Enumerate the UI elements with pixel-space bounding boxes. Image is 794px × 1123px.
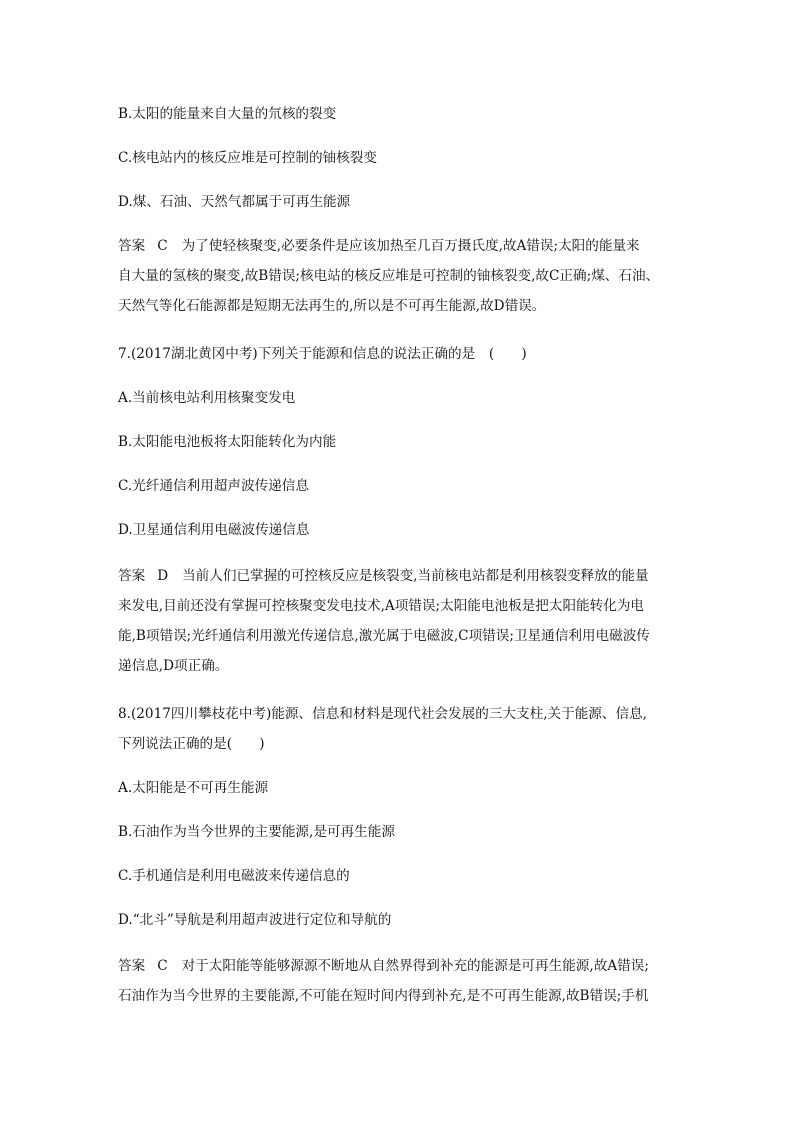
q8-option-b: B.石油作为当今世界的主要能源,是可再生能源 [118, 824, 395, 840]
answer-text-line: 天然气等化石能源都是短期无法再生的,所以是不可再生能源,故D错误。 [118, 298, 546, 314]
option-c: C.核电站内的核反应堆是可控制的铀核裂变 [118, 150, 377, 166]
q8-answer-first-line [118, 956, 688, 976]
q8-option-c: C.手机通信是利用电磁波来传递信息的 [118, 868, 350, 884]
answer-letter: D [157, 568, 169, 584]
q7-answer-text-line: 来发电,目前还没有掌握可控核聚变发电技术,A项错误;太阳能电池板是把太阳能转化为电 [118, 598, 645, 614]
answer-first-line [118, 236, 688, 256]
q7-option-c: C.光纤通信利用超声波传递信息 [118, 478, 309, 494]
q7-answer-first-line [118, 566, 688, 586]
q8-option-a: A.太阳能是不可再生能源 [118, 780, 269, 796]
answer-letter: C [157, 958, 168, 974]
q7-option-a: A.当前核电站利用核聚变发电 [118, 390, 296, 406]
q7-answer-text-line: 递信息,D项正确。 [118, 658, 229, 674]
answer-label: 答案 [118, 568, 146, 584]
q7-option-d: D.卫星通信利用电磁波传递信息 [118, 522, 310, 538]
q8-answer-text-line: 石油作为当今世界的主要能源,不可能在短时间内得到补充,是不可再生能源,故B错误;手机 [118, 988, 649, 1004]
q7-answer-text-line: 能,B项错误;光纤通信利用激光传递信息,激光属于电磁波,C项错误;卫星通信利用电磁波传 [118, 628, 650, 644]
answer-text: 对于太阳能等能够源源不断地从自然界得到补充的能源是可再生能源,故A错误; [181, 958, 649, 974]
question-7-stem: 7.(2017湖北黄冈中考)下列关于能源和信息的说法正确的是 ( ) [118, 346, 527, 362]
answer-label: 答案 [118, 238, 146, 254]
answer-text: 当前人们已掌握的可控核反应是核裂变,当前核电站都是利用核裂变释放的能量 [182, 568, 649, 584]
q7-option-b: B.太阳能电池板将太阳能转化为内能 [118, 434, 337, 450]
question-8-stem: 8.(2017四川攀枝花中考)能源、信息和材料是现代社会发展的三大支柱,关于能源、信息, [118, 706, 647, 722]
option-b: B.太阳的能量来自大量的氘核的裂变 [118, 106, 337, 122]
answer-text: 为了使轻核聚变,必要条件是应该加热至几百万摄氏度,故A错误;太阳的能量来 [181, 238, 640, 254]
q8-option-d: D.“北斗”导航是利用超声波进行定位和导航的 [118, 912, 392, 928]
option-d: D.煤、石油、天然气都属于可再生能源 [118, 194, 351, 210]
answer-letter: C [157, 238, 168, 254]
answer-label: 答案 [118, 958, 146, 974]
answer-text-line: 自大量的氢核的聚变,故B错误;核电站的核反应堆是可控制的铀核裂变,故C正确;煤、石油、 [118, 268, 660, 284]
question-8-stem-cont: 下列说法正确的是( ) [118, 736, 265, 752]
